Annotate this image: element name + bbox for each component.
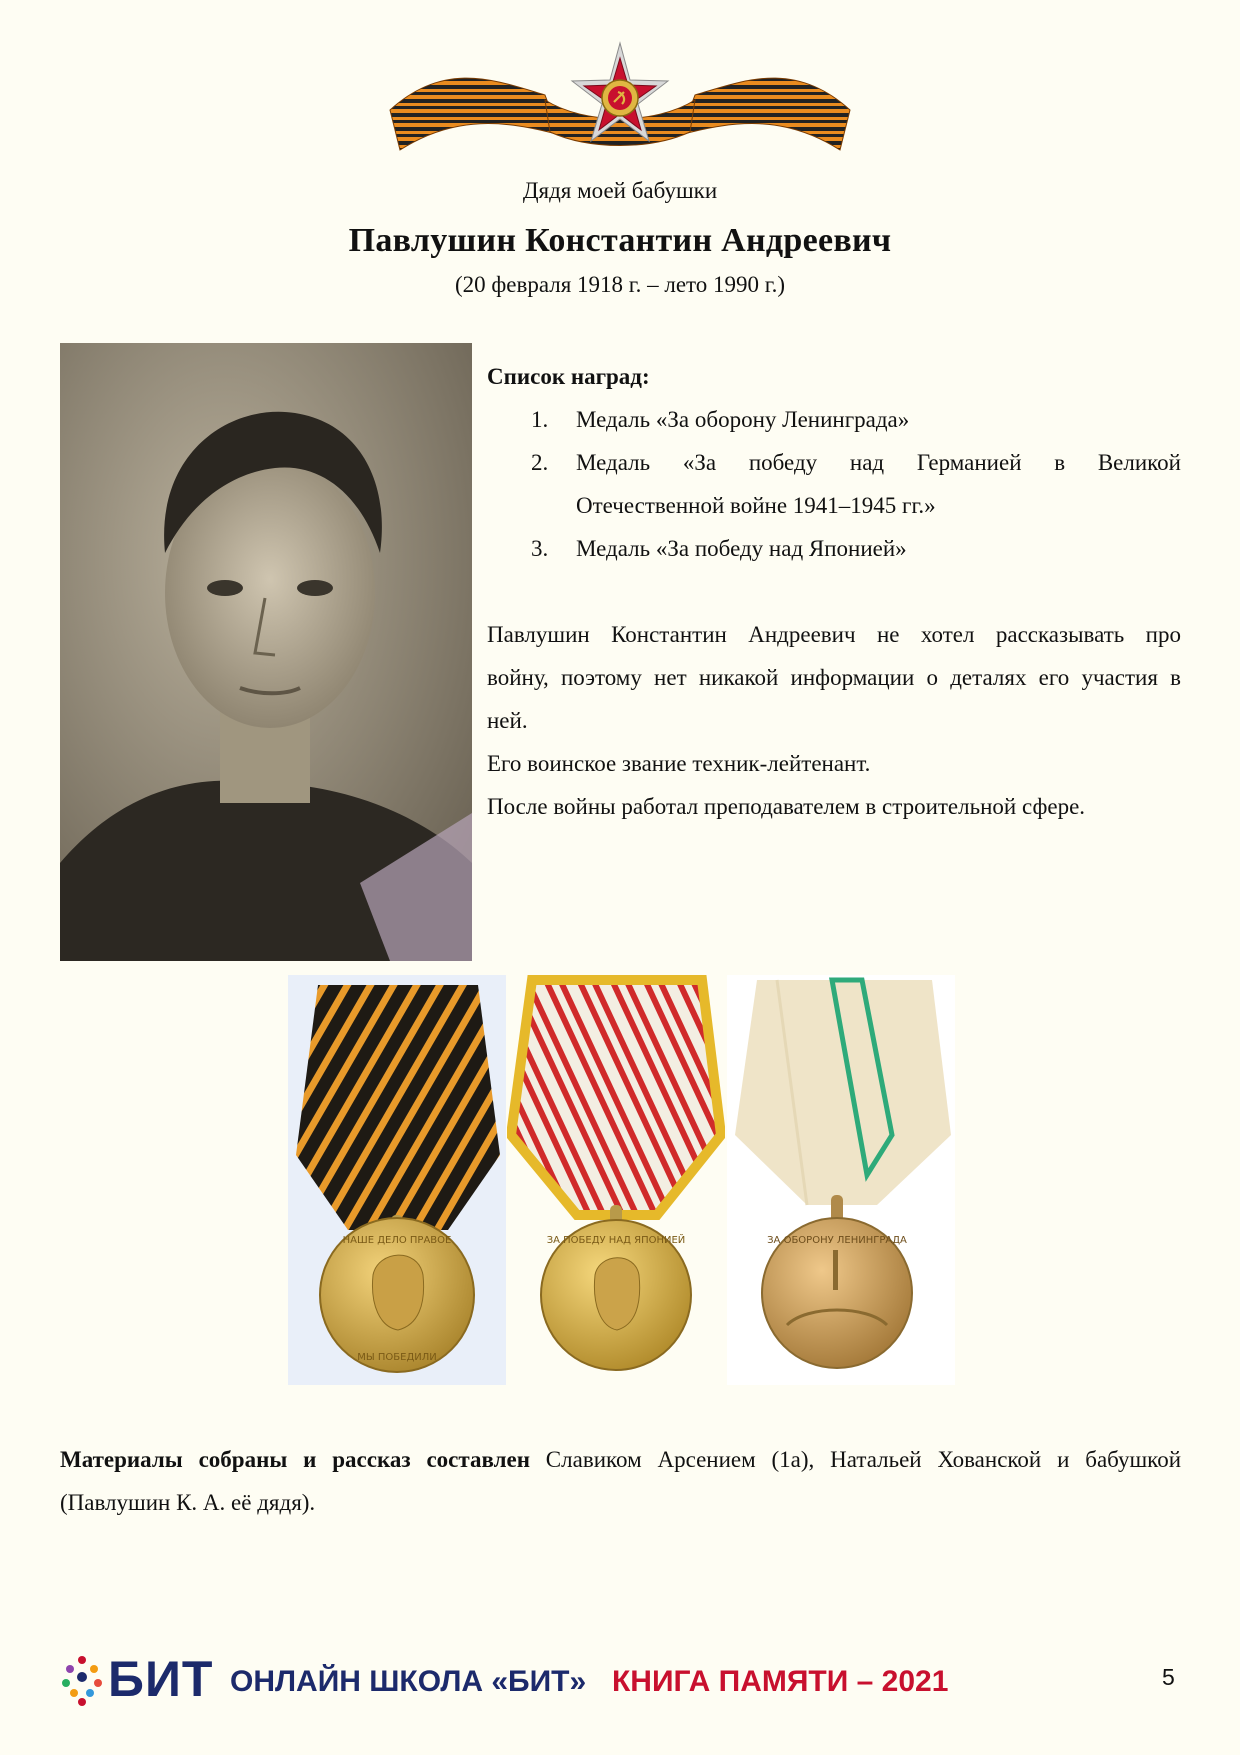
- medal-victory-japan-image: [507, 975, 725, 1385]
- order-ribbon-emblem: [385, 40, 855, 170]
- award-item: [487, 398, 1181, 441]
- bit-logo-icon: [60, 1655, 104, 1707]
- award-item: [487, 527, 1181, 570]
- bio-line: войну, поэтому нет никакой информации о деталях его участия в: [487, 665, 1181, 690]
- awards-list: [487, 398, 1181, 570]
- life-dates: (20 февраля 1918 г. – лето 1990 г.): [454, 272, 786, 297]
- awards-title: Список наград:: [487, 364, 650, 389]
- bit-logo-text: БИТ: [108, 1651, 214, 1707]
- bio-rank: Его воинское звание техник-лейтенант.: [487, 751, 871, 776]
- award-text: Медаль «За победу над Японией»: [576, 536, 907, 561]
- bio-line: ней.: [487, 708, 528, 733]
- footer-book-title: КНИГА ПАМЯТИ – 2021: [612, 1665, 949, 1698]
- award-number: 2.: [531, 450, 549, 475]
- footer-school-name: ОНЛАЙН ШКОЛА «БИТ»: [230, 1665, 587, 1698]
- medal1-top-text: НАШЕ ДЕЛО ПРАВОЕ: [342, 1235, 452, 1246]
- medal-defense-leningrad-image: [727, 975, 955, 1385]
- page-number: 5: [1162, 1664, 1175, 1690]
- award-text-line1: Медаль «За победу над Германией в Великой: [576, 450, 1181, 475]
- biography: [487, 613, 1181, 828]
- bio-line: Павлушин Константин Андреевич не хотел рассказывать про: [487, 622, 1181, 647]
- medal3-text: ЗА ОБОРОНУ ЛЕНИНГРАДА: [767, 1235, 907, 1246]
- bio-career: После войны работал преподавателем в строительной сфере.: [487, 794, 1086, 819]
- award-number: 3.: [531, 536, 549, 561]
- portrait-photo: [60, 343, 472, 961]
- credits-rest: Славиком Арсением (1а), Натальей Хованской и бабушкой (Павлушин К. А. её дядя).: [60, 1447, 1182, 1515]
- award-item: [487, 441, 1181, 527]
- relation-subtitle: Дядя моей бабушки: [522, 178, 718, 203]
- award-text-line2: Отечественной войне 1941–1945 гг.»: [576, 493, 936, 518]
- medal2-text: ЗА ПОБЕДУ НАД ЯПОНИЕЙ: [546, 1235, 686, 1246]
- credits-bold: Материалы собраны и рассказ составлен: [60, 1447, 530, 1472]
- credits-paragraph: [60, 1438, 1181, 1524]
- person-name: Павлушин Константин Андреевич: [348, 222, 892, 259]
- award-text: Медаль «За оборону Ленинграда»: [576, 407, 910, 432]
- award-number: 1.: [531, 407, 549, 432]
- footer-brand: [60, 1650, 1190, 1710]
- medal-victory-germany-image: [288, 975, 506, 1385]
- medal1-bottom-text: МЫ ПОБЕДИЛИ: [357, 1352, 437, 1363]
